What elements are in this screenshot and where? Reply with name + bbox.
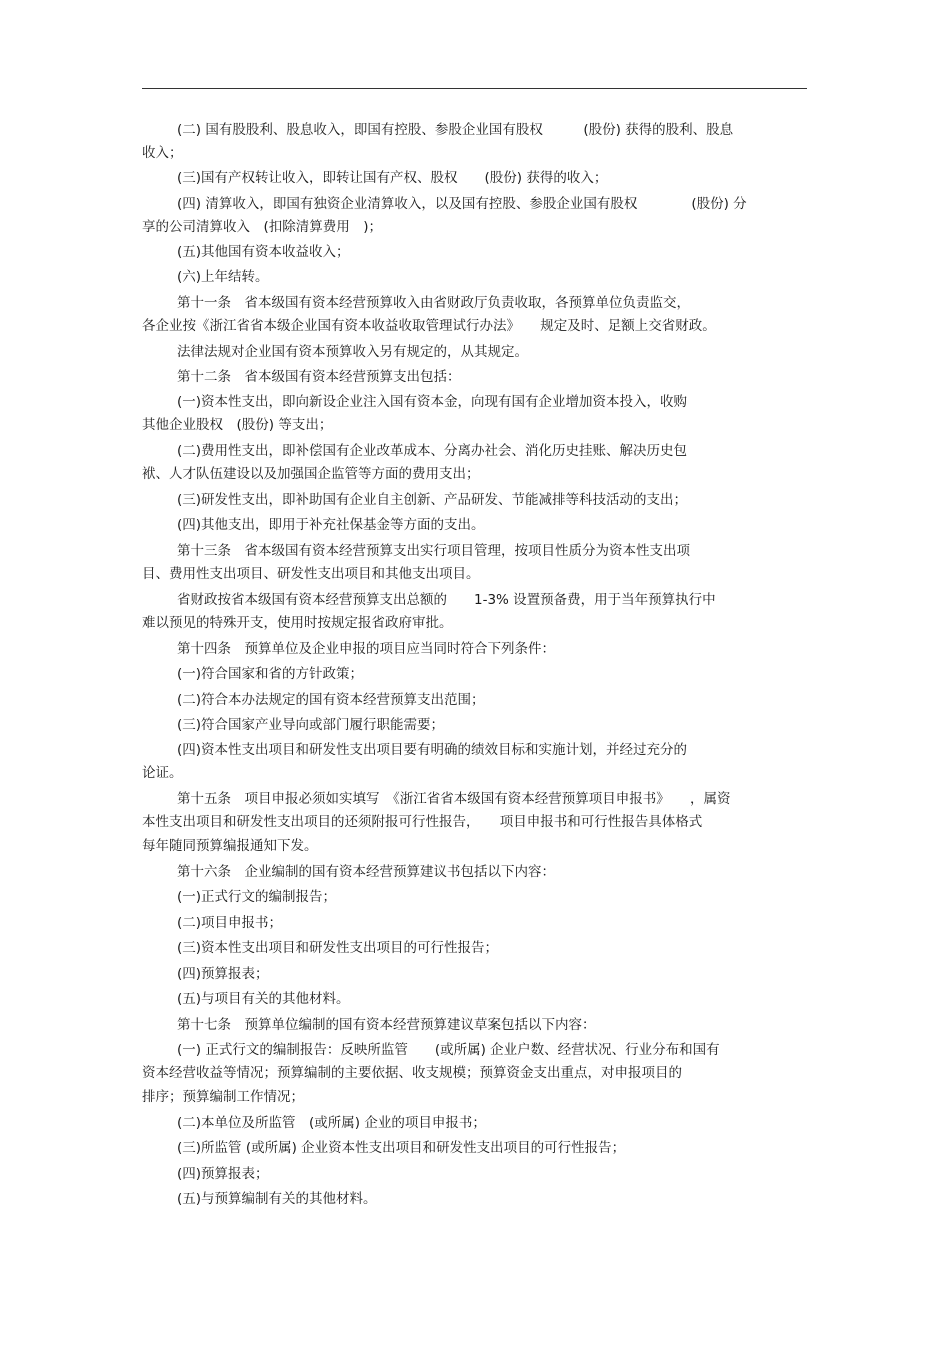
text-line: 资本经营收益等情况；预算编制的主要依据、收支规模；预算资金支出重点，对申报项目的	[142, 1065, 682, 1081]
text-line: (六)上年结转。	[177, 269, 269, 285]
text-line: (四)其他支出，即用于补充社保基金等方面的支出。	[177, 517, 485, 533]
text-line: (四) 清算收入，即国有独资企业清算收入，以及国有控股、参股企业国有股权 (股份) 分	[177, 196, 747, 212]
text-line: 第十六条 企业编制的国有资本经营预算建议书包括以下内容：	[177, 864, 555, 880]
text-line: (三)所监管 (或所属) 企业资本性支出项目和研发性支出项目的可行性报告；	[177, 1140, 626, 1156]
text-line: 第十一条 省本级国有资本经营预算收入由省财政厅负责收取，各预算单位负责监交，	[177, 295, 690, 311]
text-line: (四)资本性支出项目和研发性支出项目要有明确的绩效目标和实施计划，并经过充分的	[177, 742, 688, 758]
text-line: 法律法规对企业国有资本预算收入另有规定的，从其规定。	[177, 344, 528, 360]
text-line: (四)预算报表；	[177, 966, 269, 982]
text-line: (五)其他国有资本收益收入；	[177, 244, 350, 260]
text-line: (二)项目申报书；	[177, 915, 283, 931]
text-line: 其他企业股权 (股份) 等支出；	[142, 417, 333, 433]
text-line: (五)与预算编制有关的其他材料。	[177, 1191, 377, 1207]
text-line: (四)预算报表；	[177, 1166, 269, 1182]
text-line: (一)正式行文的编制报告；	[177, 889, 337, 905]
text-line: 第十二条 省本级国有资本经营预算支出包括：	[177, 369, 461, 385]
text-line: (二)符合本办法规定的国有资本经营预算支出范围；	[177, 692, 485, 708]
text-line: 收入；	[142, 145, 183, 161]
text-line: (三)符合国家产业导向或部门履行职能需要；	[177, 717, 445, 733]
text-line: (二) 国有股股利、股息收入，即国有控股、参股企业国有股权 (股份) 获得的股利、股息	[177, 122, 734, 138]
text-line: (二)本单位及所监管 (或所属) 企业的项目申报书；	[177, 1115, 486, 1131]
text-line: 省财政按省本级国有资本经营预算支出总额的 1-3% 设置预备费，用于当年预算执行中	[177, 592, 716, 608]
text-line: (一)资本性支出，即向新设企业注入国有资本金，向现有国有企业增加资本投入，收购	[177, 394, 688, 410]
text-line: (一) 正式行文的编制报告：反映所监管 (或所属) 企业户数、经营状况、行业分布和国有	[177, 1042, 720, 1058]
text-line: (三)研发性支出，即补助国有企业自主创新、产品研发、节能减排等科技活动的支出；	[177, 492, 688, 508]
text-line: 每年随同预算编报通知下发。	[142, 838, 318, 854]
text-line: (一)符合国家和省的方针政策；	[177, 666, 364, 682]
text-line: 排序；预算编制工作情况；	[142, 1089, 304, 1105]
text-line: 第十五条 项目申报必须如实填写 《浙江省省本级国有资本经营预算项目申报书》 ，属资	[177, 791, 731, 807]
text-line: 享的公司清算收入 (扣除清算费用 )；	[142, 219, 383, 235]
text-line: 袱、人才队伍建设以及加强国企监管等方面的费用支出；	[142, 466, 480, 482]
text-line: 论证。	[142, 765, 183, 781]
text-line: 本性支出项目和研发性支出项目的还须附报可行性报告， 项目申报书和可行性报告具体格式	[142, 814, 703, 830]
text-line: 第十七条 预算单位编制的国有资本经营预算建议草案包括以下内容：	[177, 1017, 596, 1033]
text-line: (二)费用性支出，即补偿国有企业改革成本、分离办社会、消化历史挂账、解决历史包	[177, 443, 688, 459]
text-line: 难以预见的特殊开支，使用时按规定报省政府审批。	[142, 615, 453, 631]
text-line: (三)国有产权转让收入，即转让国有产权、股权 (股份) 获得的收入；	[177, 170, 608, 186]
text-line: 第十四条 预算单位及企业申报的项目应当同时符合下列条件：	[177, 641, 555, 657]
text-line: 目、费用性支出项目、研发性支出项目和其他支出项目。	[142, 566, 480, 582]
text-line: 各企业按《浙江省省本级企业国有资本收益收取管理试行办法》 规定及时、足额上交省财政。	[142, 318, 716, 334]
text-line: 第十三条 省本级国有资本经营预算支出实行项目管理，按项目性质分为资本性支出项	[177, 543, 690, 559]
text-line: (五)与项目有关的其他材料。	[177, 991, 350, 1007]
text-line: (三)资本性支出项目和研发性支出项目的可行性报告；	[177, 940, 499, 956]
